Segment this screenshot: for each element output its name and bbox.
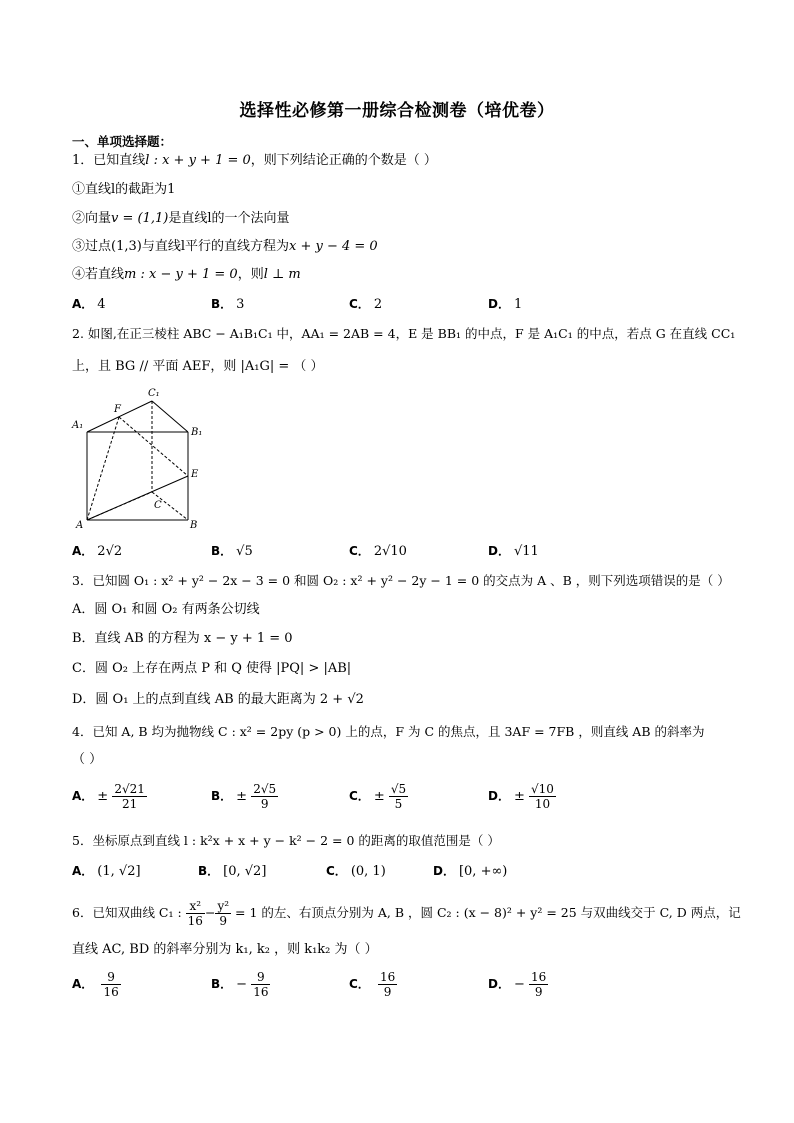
q6-minus: − [204,905,216,920]
q2-options [72,542,722,564]
option-label: B． [211,297,233,311]
q1-line-eq: l : x + y + 1 = 0 [145,153,251,168]
option-sign: ± [97,789,109,804]
q6-option-a[interactable] [72,970,121,999]
fraction-denominator: 9 [260,797,269,811]
option-label: B． [211,544,233,558]
option-sign: ± [513,789,525,804]
option-fraction [389,782,408,811]
question-2-stem-line1: 2. 如图,在正三棱柱 ABC − A₁B₁C₁ 中，AA₁ = 2AB = 4，E 是 BB₁ 的中点，F 是 A₁C₁ 的中点，若点 G 在直线 CC₁ [72,326,736,341]
q1-statement-2 [72,210,290,228]
option-text: 2√10 [373,544,407,559]
label-b: B [190,520,198,531]
option-text: (1, √2] [97,864,141,879]
q6-stem-b: = 1 的左、右顶点分别为 A, B ，圆 C₂ : (x − 8)² + y² = 25 与双曲线交于 C, D 两点，记 [235,905,741,920]
q6-stem-a: 6．已知双曲线 C₁ : [72,905,182,920]
q3-option-a[interactable]: A．圆 O₁ 和圆 O₂ 有两条公切线 [72,602,260,617]
q6-option-b[interactable] [211,970,270,999]
fraction-numerator: 2√5 [253,782,277,796]
q5-option-a[interactable] [72,862,141,879]
option-text: 4 [97,297,106,312]
section-heading: 一、单项选择题： [72,134,173,149]
question-6-stem-line1 [72,898,741,928]
fraction-denominator: 16 [103,985,119,999]
question-2-stem-line2: 上，且 BG // 平面 AEF，则 |A₁G| = （ ） [72,359,324,374]
question-5-stem: 5．坐标原点到直线 l : k²x + x + y − k² − 2 = 0 的距离的取值范围是（ ） [72,833,500,848]
fraction-denominator: 21 [121,797,138,811]
fraction-numerator: 9 [251,970,270,985]
label-e: E [191,469,199,480]
option-fraction [251,782,278,811]
fraction-numerator: 16 [379,970,396,984]
option-label: D． [488,297,510,311]
option-label: A． [72,864,94,878]
q1-statement-3 [72,238,378,256]
q2-option-a[interactable] [72,542,122,559]
option-label: A． [72,789,94,803]
option-label: A． [72,297,94,311]
option-label: C． [326,864,347,878]
option-text: [0, √2] [223,864,267,879]
fraction-denominator: 9 [219,914,228,928]
q1-option-a[interactable] [72,295,106,312]
q4-option-b[interactable] [211,782,278,811]
q1-options [72,295,722,317]
option-fraction [529,782,556,811]
q1-statement-1: ①直线l的截距为1 [72,182,176,197]
label-c1: C₁ [148,388,160,399]
q5-option-d[interactable] [433,862,507,879]
fraction-denominator: 5 [394,797,403,811]
q1-option-b[interactable] [211,295,244,312]
fraction-denominator: 9 [534,985,543,999]
option-fraction [378,970,397,999]
fraction-denominator: 16 [253,985,269,999]
question-1-stem [72,152,437,170]
q5-option-b[interactable] [198,862,266,879]
q1-stem-b: ，则下列结论正确的个数是（ ） [250,153,437,168]
q1-option-d[interactable] [488,295,522,312]
q3-option-c[interactable]: C．圆 O₂ 上存在两点 P 和 Q 使得 |PQ| > |AB| [72,661,352,676]
option-label: B． [211,789,233,803]
q2-option-c[interactable] [349,542,407,559]
q1-s4-eq: m : x − y + 1 = 0 [124,267,238,282]
option-fraction [112,782,147,811]
q1-s2-b: 是直线l的一个法向量 [168,211,290,226]
q6-options [72,970,722,1010]
option-sign: − [513,977,525,992]
q1-s4-c: l ⊥ m [263,267,301,282]
q4-options [72,782,722,822]
option-sign: − [236,977,248,992]
option-fraction [101,970,120,999]
q1-s3-eq: x + y − 4 = 0 [288,239,378,254]
q5-options [72,862,722,884]
option-label: B． [211,977,233,991]
fraction-numerator: √5 [390,782,407,796]
option-label: D． [488,789,510,803]
question-4-stem: 4．已知 A, B 均为抛物线 C : x² = 2py (p > 0) 上的点，F 为 C 的焦点，且 3AF = 7FB ，则直线 AB 的斜率为 [72,724,705,739]
option-text: 3 [236,297,245,312]
fraction-numerator: √10 [531,782,554,796]
option-fraction [251,970,270,999]
option-text: [0, +∞) [458,864,508,879]
option-text: √5 [236,544,253,559]
q1-option-c[interactable] [349,295,382,312]
q1-stem-a: 1．已知直线 [72,153,146,168]
option-text: 2 [373,297,383,312]
q4-option-d[interactable] [488,782,556,811]
fraction-denominator: 9 [383,985,392,999]
option-label: A． [72,977,94,991]
q2-option-d[interactable] [488,542,539,559]
label-a1: A₁ [72,420,84,431]
q1-s2-vector: v = (1,1) [111,211,169,226]
option-label: D． [433,864,455,878]
fraction-denominator: 10 [534,797,551,811]
option-label: B． [198,864,220,878]
label-b1: B₁ [191,427,203,438]
q3-option-b[interactable]: B．直线 AB 的方程为 x − y + 1 = 0 [72,631,293,646]
segment-f-e [119,417,188,476]
q6-option-c[interactable] [349,970,397,999]
option-sign: ± [373,789,385,804]
label-f: F [114,404,121,415]
q2-option-b[interactable] [211,542,253,559]
option-text: √11 [513,544,539,559]
option-label: C． [349,789,370,803]
q5-option-c[interactable] [326,862,386,879]
option-label: C． [349,977,370,991]
question-6-stem-line2: 直线 AC, BD 的斜率分别为 k₁, k₂ ，则 k₁k₂ 为（ ） [72,942,378,957]
option-text: 1 [513,297,523,312]
edge-c1-b1 [152,401,188,432]
fraction-numerator: y² [217,899,230,913]
option-text: 2√2 [97,544,123,559]
q6-fraction-y [215,899,231,928]
q6-option-d[interactable] [488,970,548,999]
fraction-numerator: x² [186,899,205,914]
q6-fraction-x [186,899,205,928]
option-label: C． [349,544,370,558]
page-title: 选择性必修第一册综合检测卷（培优卷） [239,101,555,121]
option-sign: ± [236,789,248,804]
q1-s4-a: ④若直线 [72,267,125,282]
fraction-numerator: 2√21 [114,782,145,796]
q1-s3-a: ③过点(1,3)与直线l平行的直线方程为 [72,239,289,254]
option-label: D． [488,544,510,558]
option-label: D． [488,977,510,991]
q4-option-c[interactable] [349,782,408,811]
option-label: A． [72,544,94,558]
q1-statement-4 [72,266,301,284]
label-c: C [154,500,162,511]
q3-option-d[interactable]: D．圆 O₁ 上的点到直线 AB 的最大距离为 2 + √2 [72,692,364,707]
segment-a-e [87,476,188,520]
q4-option-a[interactable] [72,782,147,811]
fraction-denominator: 16 [187,914,203,928]
fraction-numerator: 9 [101,970,120,985]
option-fraction [529,970,548,999]
label-a: A [76,520,84,531]
fraction-numerator: 16 [531,970,547,984]
option-text: (0, 1) [350,864,386,879]
q4-paren: （ ） [72,752,103,767]
q1-s2-a: ②向量 [72,211,112,226]
prism-figure [70,384,210,534]
option-label: C． [349,297,370,311]
q1-s4-b: ，则 [237,267,264,282]
question-3-stem: 3．已知圆 O₁ : x² + y² − 2x − 3 = 0 和圆 O₂ : x² + y² − 2y − 1 = 0 的交点为 A 、B ，则下列选项错误的是（ ） [72,573,730,588]
